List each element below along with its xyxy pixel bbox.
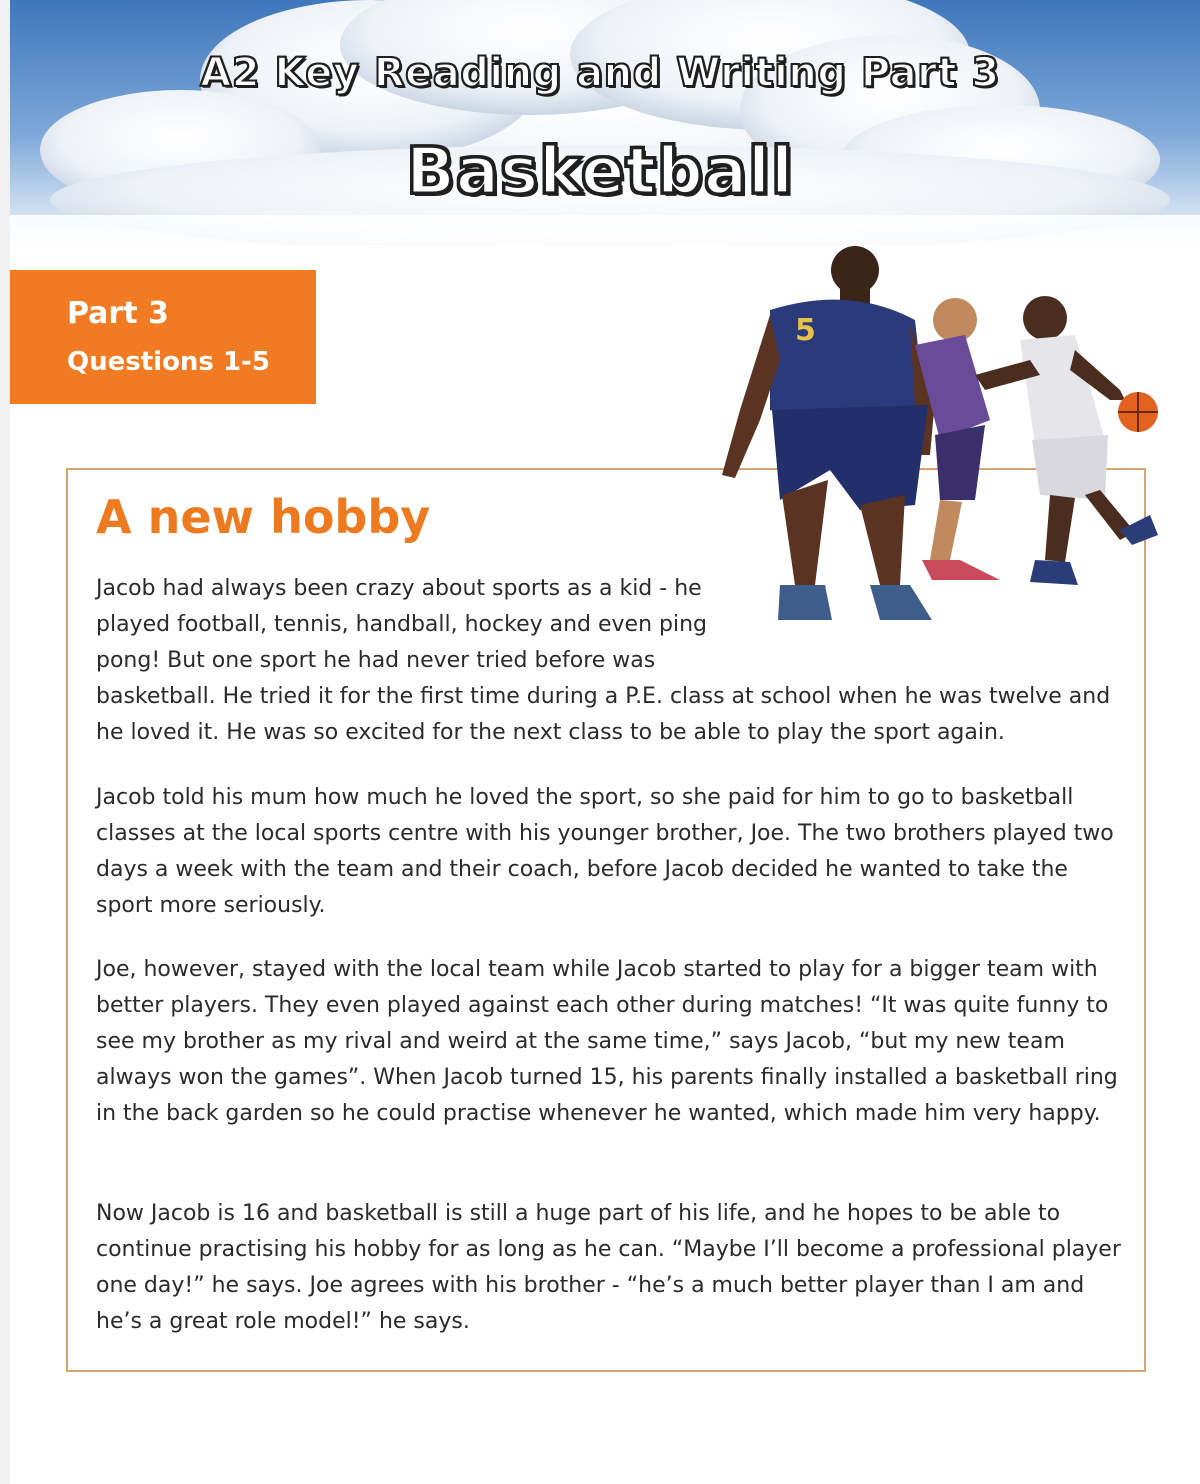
article-paragraph-3: Joe, however, stayed with the local team while Jacob started to play for a bigger team with better players. They even played against each other during matches! “It was quite funny to see my brother as my rival and weird at the same time,” says Jacob, “but my new team always won the games”. When Jacob turned 15, his parents finally installed a basketball ring in the back garden so he could practise whenever he wanted, which made him very happy. xyxy=(96,957,1118,1126)
article-heading: A new hobby xyxy=(96,490,431,544)
basketball-players-illustration xyxy=(700,240,1170,640)
questions-range: Questions 1-5 xyxy=(67,347,270,377)
jersey-number: 5 xyxy=(795,313,816,348)
worksheet-subtitle: A2 Key Reading and Writing Part 3 xyxy=(200,50,1000,96)
worksheet-title: Basketball xyxy=(406,135,794,209)
part-label-box xyxy=(10,270,316,404)
article-paragraph-4: Now Jacob is 16 and basketball is still a huge part of his life, and he hopes to be able to continue practising his hobby for as long as he can. “Maybe I’ll become a professional player one day!” he says. Joe agrees with his brother - “he’s a much better player than I am and he’s a great role model!” he says. xyxy=(96,1201,1121,1334)
article-paragraph-1: Jacob had always been crazy about sports as a kid - he played football, tennis, handball, hockey and even ping pong! But one sport he had never tried before was basketball. He tried it for the first time during a P.E. class at school when he was twelve and he loved it. He was so excited for the next class to be able to play the sport again. xyxy=(96,576,1111,745)
part-number: Part 3 xyxy=(67,296,169,331)
page-edge xyxy=(0,0,10,1484)
article-paragraph-2: Jacob told his mum how much he loved the sport, so she paid for him to go to basketball classes at the local sports centre with his younger brother, Joe. The two brothers played two days a week with the team and their coach, before Jacob decided he wanted to take the sport more seriously. xyxy=(96,785,1114,918)
attacker-player xyxy=(975,296,1158,585)
defender-player xyxy=(722,246,935,620)
